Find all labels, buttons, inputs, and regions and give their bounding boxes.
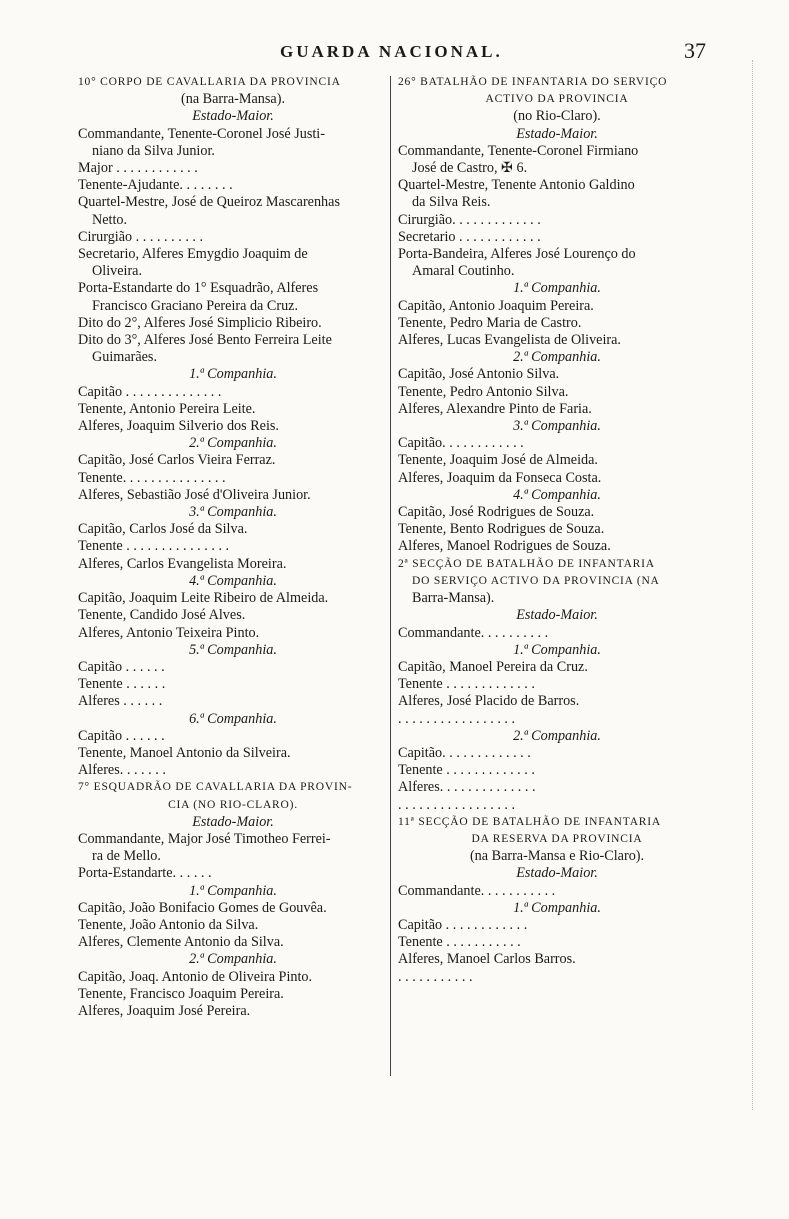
right-column [398, 74, 716, 986]
company-heading: 4.ª Companhia. [189, 572, 277, 589]
text-line: Commandante, Major José Timotheo Ferrei- [78, 830, 331, 847]
text-line: Tenente, Francisco Joaquim Pereira. [78, 985, 284, 1002]
text-line: Tenente-Ajudante. . . . . . . . [78, 177, 233, 194]
unit-heading: DO SERVIÇO ACTIVO DA PROVINCIA (NA [412, 574, 660, 587]
text-line: . . . . . . . . . . . . . . . . . [398, 796, 516, 813]
text-line: da Silva Reis. [412, 194, 491, 211]
text-line: Quartel-Mestre, José de Queiroz Mascarenhas [78, 194, 340, 211]
text-line: Alferes, Carlos Evangelista Moreira. [78, 555, 287, 572]
text-line: Cirurgião. . . . . . . . . . . . . [398, 211, 541, 228]
text-line: Capitão . . . . . . [78, 727, 165, 744]
unit-heading: 11ª SECÇÃO DE BATALHÃO DE INFANTARIA [398, 815, 661, 828]
text-line: Oliveira. [92, 263, 143, 280]
text-line: Tenente, Pedro Antonio Silva. [398, 383, 569, 400]
text-line: Capitão, Manoel Pereira da Cruz. [398, 658, 588, 675]
text-line: Tenente, Candido José Alves. [78, 607, 246, 624]
text-line: Commandante, Tenente-Coronel José Justi- [78, 125, 325, 142]
text-line: Alferes, José Placido de Barros. [398, 693, 580, 710]
text-line: Porta-Estandarte do 1° Esquadrão, Alferes [78, 280, 319, 297]
company-heading: 4.ª Companhia. [513, 486, 601, 503]
text-line: Alferes . . . . . . [78, 693, 163, 710]
text-line: Capitão, José Antonio Silva. [398, 366, 560, 383]
text-line: Secretario . . . . . . . . . . . . [398, 228, 541, 245]
text-line: Alferes, Lucas Evangelista de Oliveira. [398, 332, 621, 349]
company-heading: 1.ª Companhia. [513, 641, 601, 658]
text-line: Netto. [92, 211, 128, 228]
company-heading: 1.ª Companhia. [189, 366, 277, 383]
company-heading: 6.ª Companhia. [189, 710, 277, 727]
text-line: Tenente . . . . . . [78, 676, 166, 693]
company-heading: 2.ª Companhia. [513, 349, 601, 366]
company-heading: 3.ª Companhia. [189, 504, 277, 521]
text-line: (na Barra-Mansa e Rio-Claro). [469, 848, 645, 865]
company-heading: 1.ª Companhia. [513, 280, 601, 297]
text-line: Porta-Bandeira, Alferes José Lourenço do [398, 246, 636, 263]
company-heading: 1.ª Companhia. [189, 882, 277, 899]
text-line: Capitão, José Carlos Vieira Ferraz. [78, 452, 276, 469]
unit-heading: 26° BATALHÃO DE INFANTARIA DO SERVIÇO [398, 76, 668, 88]
company-heading: 5.ª Companhia. [189, 641, 277, 658]
text-line: Tenente, Joaquim José de Almeida. [398, 452, 598, 469]
text-line: Capitão. . . . . . . . . . . . [398, 435, 524, 452]
text-line: Alferes, Joaquim Silverio dos Reis. [78, 418, 279, 435]
text-line: Capitão, Carlos José da Silva. [78, 521, 248, 538]
unit-heading: ACTIVO DA PROVINCIA [485, 93, 629, 106]
text-line: José de Castro, ✠ 6. [412, 160, 528, 177]
text-line: Capitão, João Bonifacio Gomes de Gouvêa. [78, 899, 327, 916]
text-line: Capitão, Joaq. Antonio de Oliveira Pinto. [78, 968, 313, 985]
company-heading: 2.ª Companhia. [513, 727, 601, 744]
text-line: Alferes. . . . . . . [78, 762, 166, 779]
text-line: Tenente . . . . . . . . . . . . . . . [78, 538, 230, 555]
page-number: 37 [684, 38, 706, 63]
text-line: Commandante. . . . . . . . . . . [398, 882, 556, 899]
text-line: . . . . . . . . . . . [398, 968, 473, 985]
company-heading: Estado-Maior. [192, 813, 274, 830]
company-heading: Estado-Maior. [516, 607, 598, 624]
text-line: Alferes, Joaquim José Pereira. [78, 1002, 251, 1019]
unit-heading: 10° CORPO DE CAVALLARIA DA PROVINCIA [78, 76, 341, 88]
running-title: GUARDA NACIONAL. [280, 42, 503, 61]
text-line: Alferes, Joaquim da Fonseca Costa. [398, 469, 602, 486]
unit-heading: 2ª SECÇÃO DE BATALHÃO DE INFANTARIA [398, 557, 655, 570]
text-line: Guimarães. [92, 349, 158, 366]
text-line: Cirurgião . . . . . . . . . . [78, 228, 204, 245]
text-line: Alferes. . . . . . . . . . . . . . [398, 779, 536, 796]
text-line: Alferes, Clemente Antonio da Silva. [78, 934, 284, 951]
text-line: (na Barra-Mansa). [181, 91, 285, 108]
text-line: Amaral Coutinho. [412, 263, 515, 280]
text-line: Alferes, Alexandre Pinto de Faria. [398, 400, 592, 417]
text-line: Tenente . . . . . . . . . . . . . [398, 762, 535, 779]
column-divider [390, 76, 391, 1076]
left-column [78, 74, 388, 1020]
text-line: Capitão . . . . . . . . . . . . [398, 916, 528, 933]
company-heading: 3.ª Companhia. [513, 418, 601, 435]
text-line: Capitão, José Rodrigues de Souza. [398, 504, 595, 521]
text-line: Alferes, Sebastião José d'Oliveira Junior. [78, 486, 311, 503]
text-line: Tenente. . . . . . . . . . . . . . . [78, 469, 226, 486]
text-line: Tenente, Pedro Maria de Castro. [398, 314, 582, 331]
unit-heading: 7° ESQUADRÃO DE CAVALLARIA DA PROVIN- [78, 781, 353, 794]
page-header [70, 38, 720, 66]
page-edge-mark [752, 60, 753, 1110]
unit-heading: CIA (NO RIO-CLARO). [168, 798, 298, 811]
text-line: Tenente . . . . . . . . . . . . . [398, 676, 535, 693]
text-line: Capitão. . . . . . . . . . . . . [398, 744, 531, 761]
company-heading: 2.ª Companhia. [189, 951, 277, 968]
text-line: ra de Mello. [92, 848, 161, 865]
text-line: Dito do 2°, Alferes José Simplicio Ribeiro. [78, 314, 322, 331]
company-heading: Estado-Maior. [516, 865, 598, 882]
text-line: . . . . . . . . . . . . . . . . . [398, 710, 516, 727]
text-line: Alferes, Manoel Carlos Barros. [398, 951, 576, 968]
text-line: Porta-Estandarte. . . . . . [78, 865, 212, 882]
text-line: Capitão . . . . . . [78, 658, 165, 675]
text-line: Francisco Graciano Pereira da Cruz. [92, 297, 299, 314]
text-line: Dito do 3°, Alferes José Bento Ferreira Leite [78, 332, 332, 349]
text-line: Capitão . . . . . . . . . . . . . . [78, 383, 222, 400]
text-line: Alferes, Manoel Rodrigues de Souza. [398, 538, 611, 555]
text-line: Tenente, Manoel Antonio da Silveira. [78, 744, 291, 761]
text-line: Tenente, Bento Rodrigues de Souza. [398, 521, 605, 538]
text-line: Major . . . . . . . . . . . . [78, 160, 198, 177]
text-line: Quartel-Mestre, Tenente Antonio Galdino [398, 177, 635, 194]
company-heading: Estado-Maior. [192, 108, 274, 125]
text-line: Alferes, Antonio Teixeira Pinto. [78, 624, 260, 641]
unit-heading: DA RESERVA DA PROVINCIA [471, 832, 643, 845]
text-line: Tenente . . . . . . . . . . . [398, 934, 521, 951]
text-line: niano da Silva Junior. [92, 142, 215, 159]
text-line: Tenente, João Antonio da Silva. [78, 916, 259, 933]
text-line: (no Rio-Claro). [513, 108, 601, 125]
company-heading: Estado-Maior. [516, 125, 598, 142]
text-line: Barra-Mansa). [412, 590, 495, 607]
text-line: Commandante. . . . . . . . . . [398, 624, 549, 641]
company-heading: 1.ª Companhia. [513, 899, 601, 916]
text-line: Commandante, Tenente-Coronel Firmiano [398, 142, 639, 159]
text-line: Tenente, Antonio Pereira Leite. [78, 400, 256, 417]
company-heading: 2.ª Companhia. [189, 435, 277, 452]
text-line: Secretario, Alferes Emygdio Joaquim de [78, 246, 308, 263]
text-line: Capitão, Joaquim Leite Ribeiro de Almeida. [78, 590, 329, 607]
text-line: Capitão, Antonio Joaquim Pereira. [398, 297, 594, 314]
